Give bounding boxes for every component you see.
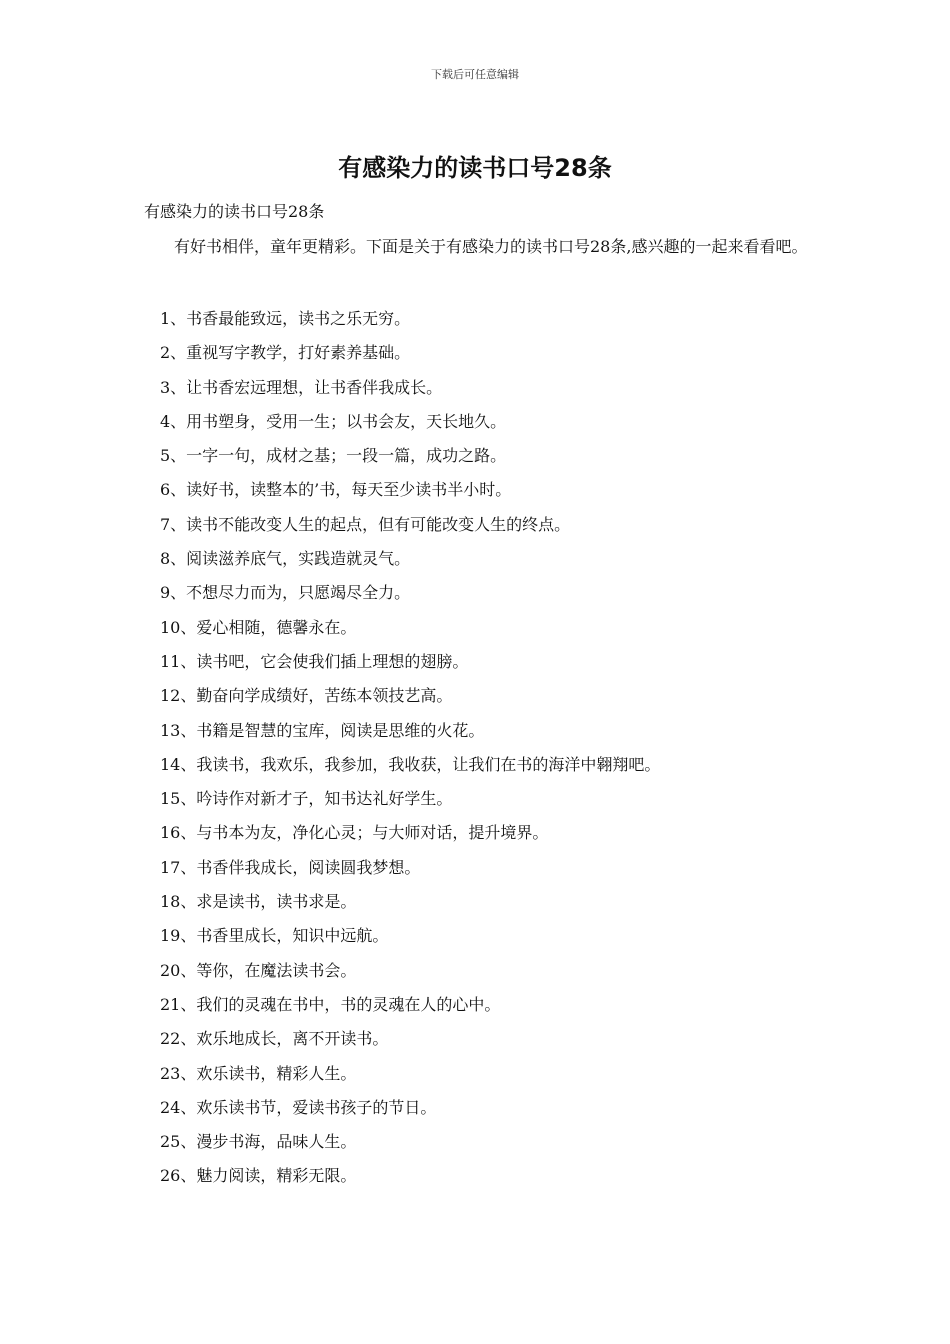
list-item: 15、吟诗作对新才子，知书达礼好学生。 (160, 789, 453, 809)
list-item: 12、勤奋向学成绩好，苦练本领技艺高。 (160, 686, 453, 706)
list-item: 4、用书塑身，受用一生；以书会友，天长地久。 (160, 411, 507, 431)
list-item: 26、魅力阅读，精彩无限。 (160, 1166, 357, 1186)
list-item: 21、我们的灵魂在书中，书的灵魂在人的心中。 (160, 994, 501, 1014)
list-item: 8、阅读滋养底气，实践造就灵气。 (160, 549, 411, 569)
intro-paragraph: 有好书相伴，童年更精彩。下面是关于有感染力的读书口号28条,感兴趣的一起来看看吧。 (174, 237, 808, 256)
list-item: 2、重视写字教学，打好素养基础。 (160, 343, 411, 363)
list-item: 9、不想尽力而为，只愿竭尽全力。 (160, 583, 411, 603)
list-item: 14、我读书，我欢乐，我参加，我收获，让我们在书的海洋中翱翔吧。 (160, 754, 661, 774)
document-title: 有感染力的读书口号28条 (338, 154, 612, 182)
list-item: 25、漫步书海，品味人生。 (160, 1132, 357, 1152)
list-item: 10、爱心相随，德馨永在。 (160, 617, 357, 637)
page-header: 下载后可任意编辑 (431, 68, 519, 81)
list-item: 19、书香里成长，知识中远航。 (160, 926, 389, 946)
list-item: 24、欢乐读书节，爱读书孩子的节日。 (160, 1097, 437, 1117)
list-item: 1、书香最能致远，读书之乐无穷。 (160, 309, 411, 328)
list-item: 7、读书不能改变人生的起点，但有可能改变人生的终点。 (160, 514, 571, 534)
slogan-list (160, 302, 840, 1194)
list-item: 5、一字一句，成材之基；一段一篇，成功之路。 (160, 446, 507, 466)
list-item: 23、欢乐读书，精彩人生。 (160, 1063, 357, 1083)
document-subtitle: 有感染力的读书口号28条 (144, 202, 325, 221)
list-item: 13、书籍是智慧的宝库，阅读是思维的火花。 (160, 720, 485, 740)
list-item: 6、读好书，读整本的’书，每天至少读书半小时。 (160, 480, 512, 500)
list-item: 16、与书本为友，净化心灵；与大师对话，提升境界。 (160, 823, 549, 843)
list-item: 3、让书香宏远理想，让书香伴我成长。 (160, 377, 443, 397)
list-item: 22、欢乐地成长，离不开读书。 (160, 1029, 389, 1049)
list-item: 20、等你，在魔法读书会。 (160, 960, 357, 980)
list-item: 17、书香伴我成长，阅读圆我梦想。 (160, 857, 421, 877)
list-item: 11、读书吧，它会使我们插上理想的翅膀。 (160, 651, 469, 671)
list-item: 18、求是读书，读书求是。 (160, 892, 357, 912)
